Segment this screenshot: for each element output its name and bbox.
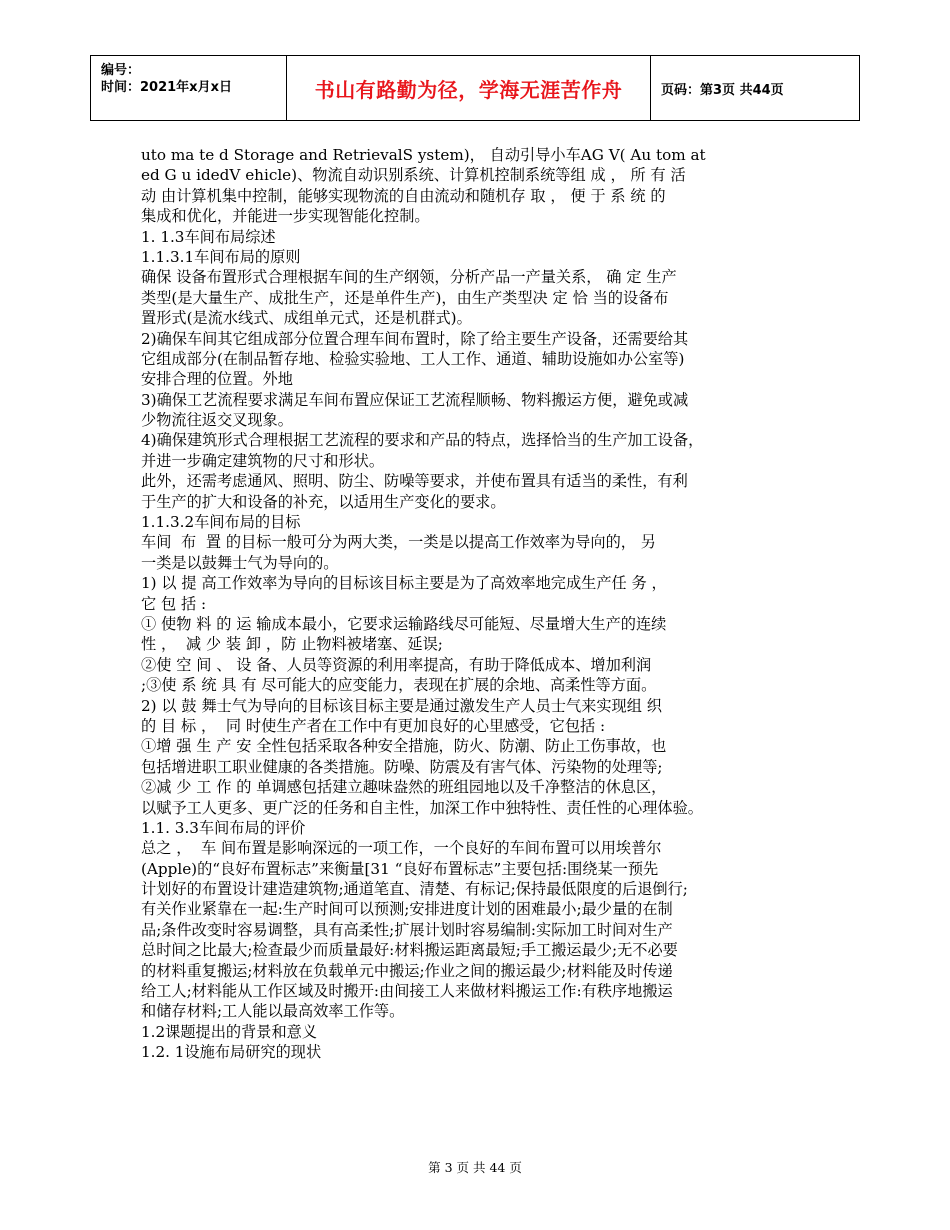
body-line: (Apple)的“良好布置标志”来衡量[31 “良好布置标志”主要包括:围绕某一预先 <box>141 859 659 878</box>
body-line: 性 ， 减 少 装 卸 ，防 止物料被堵塞、延误; <box>141 635 443 654</box>
body-line: ②使 空 间 、 设 备、人员等资源的利用率提高，有助于降低成本、增加利润 <box>141 655 652 674</box>
body-line: 并进一步确定建筑物的尺寸和形状。 <box>141 451 384 470</box>
body-line: ① 使物 料 的 运 输成本最小，它要求运输路线尽可能短、尽量增大生产的连续 <box>141 614 667 633</box>
body-line: 的 目 标 ， 同 时使生产者在工作中有更加良好的心里感受，它包括 : <box>141 716 606 735</box>
body-line: 给工人;材料能从工作区域及时搬开:由间接工人来做材料搬运工作:有秩序地搬运 <box>141 982 673 1001</box>
body-line: ;③使 系 统 具 有 尽可能大的应变能力，表现在扩展的余地、高柔性等方面。 <box>141 676 657 695</box>
body-line: 集成和优化，并能进一步实现智能化控制。 <box>141 207 430 226</box>
body-line: 1. 1.3车间布局综述 <box>141 227 276 246</box>
body-line: 它 包 括 : <box>141 594 207 613</box>
body-line: 类型(是大量生产、成批生产，还是单件生产)，由生产类型决 定 恰 当的设备布 <box>141 288 669 307</box>
document-time-label: 时间：2021年x月x日 <box>101 80 232 95</box>
body-line: 品;条件改变时容易调整，具有高柔性;扩展计划时容易编制:实际加工时间对生产 <box>141 920 673 939</box>
body-line: 动 由计算机集中控制，能够实现物流的自由流动和随机存 取 ， 便 于 系 统 的 <box>141 186 666 205</box>
body-line: 2) 以 鼓 舞士气为导向的目标该目标主要是通过激发生产人员士气来实现组 织 <box>141 696 662 715</box>
body-line: 置形式(是流水线式、成组单元式，还是机群式)。 <box>141 309 472 328</box>
body-line: 包括增进职工职业健康的各类措施。防噪、防震及有害气体、污染物的处理等; <box>141 757 663 776</box>
body-line: uto ma te d Storage and RetrievalS ystem)， 自动引导小车AG V( Au tom at <box>141 146 706 164</box>
body-line: 确保 设备布置形式合理根据车间的生产纲领，分析产品一产量关系， 确 定 生产 <box>141 268 677 287</box>
body-line: 1.1.3.2车间布局的目标 <box>141 513 301 532</box>
body-line: 于生产的扩大和设备的补充，以适用生产变化的要求。 <box>141 492 506 511</box>
body-line: 3)确保工艺流程要求满足车间布置应保证工艺流程顺畅、物料搬运方便，避免或减 <box>141 390 689 409</box>
body-line: ①增 强 生 产 安 全性包括采取各种安全措施，防火、防潮、防止工伤事故，也 <box>141 737 667 756</box>
page-footer: 第 3 页 共 44 页 <box>428 1160 522 1175</box>
body-line: 1) 以 提 高工作效率为导向的目标该目标主要是为了高效率地完成生产任 务 ， <box>141 574 667 593</box>
body-line: 4)确保建筑形式合理根据工艺流程的要求和产品的特点，选择恰当的生产加工设备， <box>141 431 704 450</box>
body-line: ②减 少 工 作 的 单调感包括建立趣味盎然的班组园地以及千净整洁的休息区， <box>141 778 667 797</box>
body-line: 1.2. 1设施布局研究的现状 <box>141 1043 322 1062</box>
body-line: 的材料重复搬运;材料放在负载单元中搬运;作业之间的搬运最少;材料能及时传递 <box>141 961 673 980</box>
body-line: 总之 ， 车 间布置是影响深远的一项工作，一个良好的车间布置可以用埃普尔 <box>141 839 662 858</box>
body-line: 它组成部分(在制品暂存地、检验实验地、工人工作、通道、辅助设施如办公室等) <box>141 349 685 368</box>
body-line: 2)确保车间其它组成部分位置合理车间布置时，除了给主要生产设备，还需要给其 <box>141 329 689 348</box>
body-line: 少物流往返交叉现象。 <box>141 411 293 430</box>
header-meta <box>91 56 287 120</box>
body-line: 以赋予工人更多、更广泛的任务和自主性，加深工作中独特性、责任性的心理体验。 <box>141 798 703 817</box>
body-line: ed G u idedV ehicle)、物流自动识别系统、计算机控制系统等组 成 ， 所 有 活 <box>141 166 686 185</box>
body-line: 此外，还需考虑通风、照明、防尘、防噪等要求，并使布置具有适当的柔性，有利 <box>141 472 688 491</box>
header-page-info: 页码：第3页 共44页 <box>661 82 784 98</box>
body-line: 1.2课题提出的背景和意义 <box>141 1022 318 1041</box>
header-motto: 书山有路勤为径，学海无涯苦作舟 <box>287 56 651 120</box>
body-line: 安排合理的位置。外地 <box>141 370 293 389</box>
body-line: 车间 布 置 的目标一般可分为两大类，一类是以提高工作效率为导向的， 另 <box>141 533 656 552</box>
page-header <box>90 55 860 121</box>
body-line: 和储存材料;工人能以最高效率工作等。 <box>141 1002 405 1021</box>
body-line: 有关作业紧靠在一起:生产时间可以预测;安排进度计划的困难最小;最少量的在制 <box>141 900 673 919</box>
body-line: 1.1.3.1车间布局的原则 <box>141 247 301 266</box>
body-line: 1.1. 3.3车间布局的评价 <box>141 818 306 837</box>
document-body <box>141 145 826 1063</box>
body-line: 一类是以鼓舞士气为导向的。 <box>141 553 339 572</box>
document-number-label: 编号： <box>101 63 141 78</box>
body-line: 计划好的布置设计建造建筑物;通道笔直、清楚、有标记;保持最低限度的后退倒行; <box>141 880 688 899</box>
body-line: 总时间之比最大;检查最少而质量最好:材料搬运距离最短;手工搬运最少;无不必要 <box>141 941 678 960</box>
